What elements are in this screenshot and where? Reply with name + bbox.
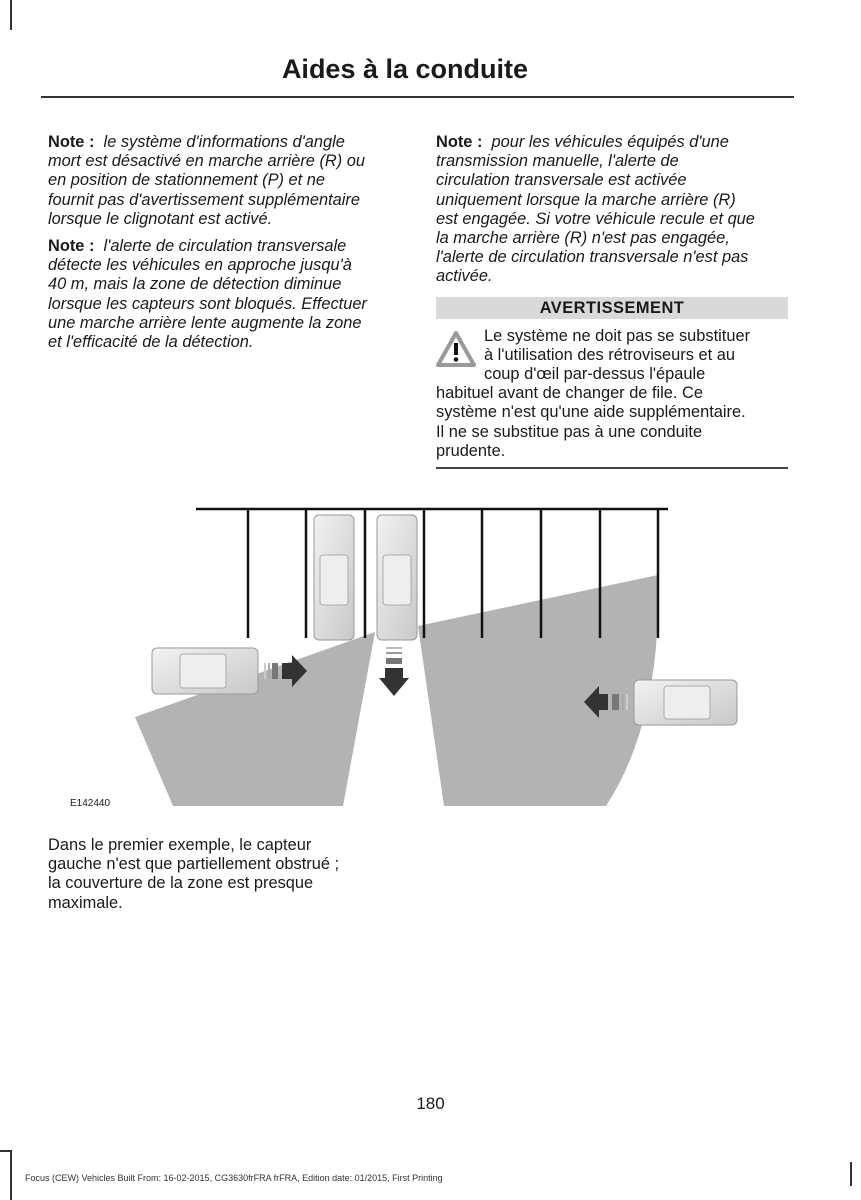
text-line: l'alerte de circulation transversale [103, 237, 347, 256]
text-line: Le système ne doit pas se substituer [484, 326, 751, 345]
approaching-car-left-icon [152, 648, 258, 694]
note-label: Note : [48, 237, 95, 256]
page-title-text: Aides à la conduite [281, 54, 528, 84]
note-label: Note : [48, 133, 95, 151]
text-line: et l'efficacité de la détection. [48, 333, 254, 352]
text-line: activée. [436, 267, 493, 286]
text-line: 40 m, mais la zone de détection diminue [48, 275, 342, 294]
text-line: maximale. [48, 893, 123, 912]
arrow-down-icon [379, 647, 409, 696]
text-line: l'alerte de circulation transversale n'est pas [436, 248, 749, 267]
text-line: circulation transversale est activée [436, 171, 687, 190]
text-line: le système d'informations d'angle [103, 133, 345, 151]
text-line: lorsque le clignotant est activé. [48, 209, 273, 228]
footer-text: Focus (CEW) Vehicles Built From: 16-02-2015, CG3630frFRA frFRA, Edition date: 01/2015, First Printing [25, 1173, 443, 1183]
text-line: une marche arrière lente augmente la zone [48, 313, 362, 332]
crop-mark [0, 1150, 11, 1152]
text-line: transmission manuelle, l'alerte de [436, 152, 679, 171]
text-line: prudente. [436, 441, 506, 460]
approaching-car-right-icon [634, 680, 737, 725]
text-line: coup d'œil par-dessus l'épaule [484, 365, 706, 384]
text-line: uniquement lorsque la marche arrière (R) [436, 190, 736, 209]
text-line: lorsque les capteurs sont bloqués. Effectuer [48, 294, 367, 313]
text-line: mort est désactivé en marche arrière (R) ou [48, 152, 366, 171]
text-line: gauche n'est que partiellement obstrué ; [48, 855, 340, 874]
right-sensor-zone [418, 575, 658, 806]
parked-car-icon [314, 515, 354, 640]
text-line: la couverture de la zone est presque [48, 874, 314, 893]
text-line: habituel avant de changer de file. Ce [436, 384, 703, 403]
text-line: la marche arrière (R) n'est pas engagée, [436, 229, 730, 248]
text-line: à l'utilisation des rétroviseurs et au [484, 345, 735, 364]
warning-heading: AVERTISSEMENT [436, 297, 788, 319]
figure-code: E142440 [70, 798, 111, 809]
body-text [48, 836, 408, 913]
text-line: détecte les véhicules en approche jusqu'à [48, 256, 352, 275]
text-line: pour les véhicules équipés d'une [491, 133, 729, 151]
crop-mark [850, 1162, 852, 1186]
page-number: 180 [416, 1094, 445, 1113]
crop-mark [10, 1150, 12, 1200]
text-line: système n'est qu'une aide supplémentaire. [436, 403, 746, 422]
text-line: fournit pas d'avertissement supplémentaire [48, 190, 360, 209]
reversing-car-icon [377, 515, 417, 640]
note-label: Note : [436, 133, 483, 151]
text-line: Il ne se substitue pas à une conduite [436, 422, 703, 441]
text-line: est engagée. Si votre véhicule recule et que [436, 209, 755, 228]
text-line: en position de stationnement (P) et ne [48, 171, 325, 190]
text-line: Dans le premier exemple, le capteur [48, 836, 312, 854]
